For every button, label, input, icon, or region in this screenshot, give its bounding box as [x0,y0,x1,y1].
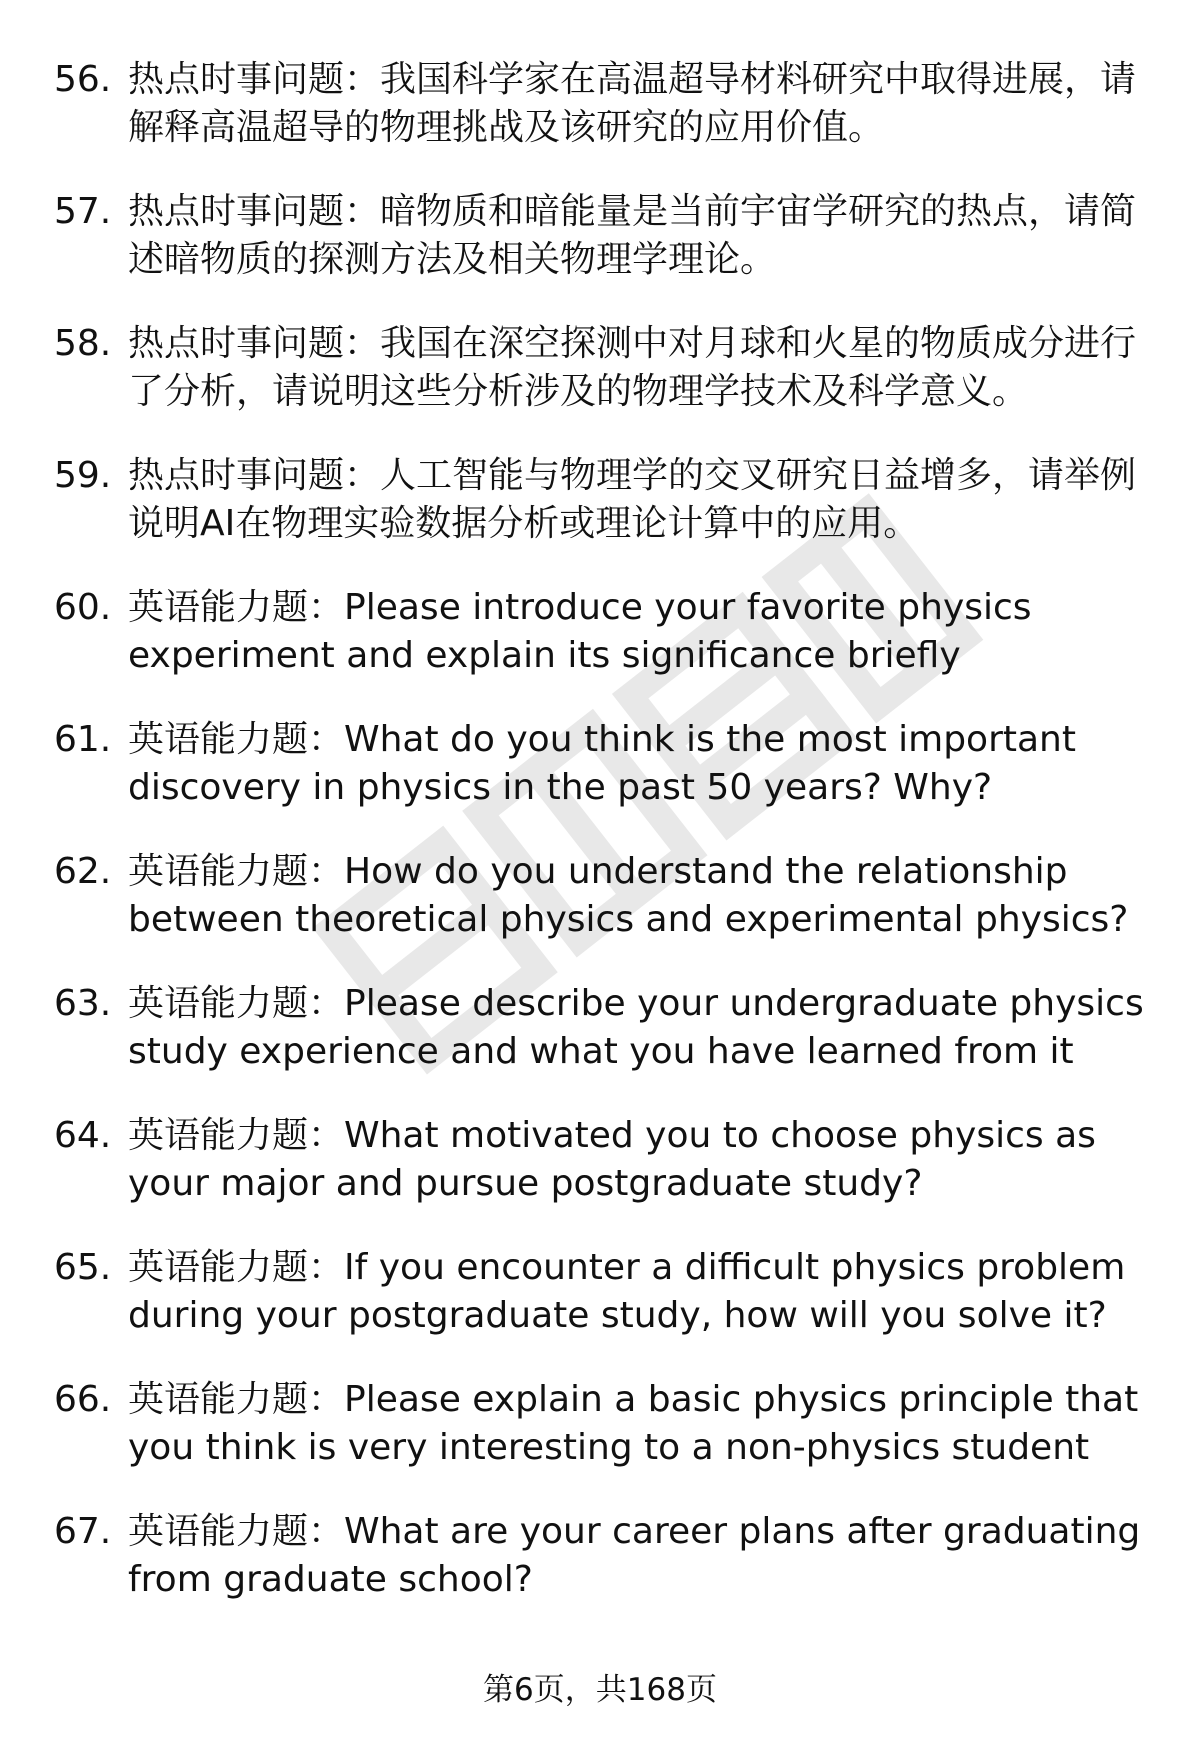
question-number: 65. [54,1247,112,1288]
question-item [0,584,1200,716]
question-list [0,56,1200,1640]
question-number: 64. [54,1115,112,1156]
question-number: 59. [54,455,112,496]
question-text [128,56,1158,152]
question-text [128,188,1158,284]
question-content: Please introduce your favorite physics experiment and explain its significance briefly [128,587,1032,676]
question-category: 英语能力题： [128,719,345,760]
question-text [128,1376,1158,1472]
question-category: 热点时事问题： [128,323,381,364]
question-content: What do you think is the most important discovery in physics in the past 50 years? Why? [128,719,1076,808]
question-content: 我国在深空探测中对月球和火星的物质成分进行了分析，请说明这些分析涉及的物理学技术及科学意义。 [128,323,1137,412]
question-item [0,188,1200,320]
question-content: What are your career plans after graduating from graduate school? [128,1511,1141,1600]
question-content: If you encounter a difficult physics problem during your postgraduate study, how will you solve it? [128,1247,1126,1336]
question-category: 英语能力题： [128,983,345,1024]
question-item [0,320,1200,452]
question-text [128,1244,1158,1340]
question-item [0,1112,1200,1244]
question-category: 热点时事问题： [128,191,381,232]
question-number: 62. [54,851,112,892]
question-text [128,1112,1158,1208]
question-text [128,980,1158,1076]
question-content: 我国科学家在高温超导材料研究中取得进展，请解释高温超导的物理挑战及该研究的应用价值。 [128,59,1137,148]
question-content: What motivated you to choose physics as your major and pursue postgraduate study? [128,1115,1096,1204]
question-number: 61. [54,719,112,760]
question-number: 63. [54,983,112,1024]
question-number: 60. [54,587,112,628]
question-category: 英语能力题： [128,1115,345,1156]
question-text [128,716,1158,812]
question-number: 58. [54,323,112,364]
question-item [0,452,1200,584]
question-content: 暗物质和暗能量是当前宇宙学研究的热点，请简述暗物质的探测方法及相关物理学理论。 [128,191,1137,280]
question-category: 英语能力题： [128,1379,345,1420]
question-content: How do you understand the relationship between theoretical physics and experimental physics? [128,851,1129,940]
question-item [0,1244,1200,1376]
question-item [0,1508,1200,1640]
question-text [128,848,1158,944]
question-content: 人工智能与物理学的交叉研究日益增多，请举例说明AI在物理实验数据分析或理论计算中的应用。 [128,455,1137,544]
question-text [128,584,1158,680]
question-content: Please describe your undergraduate physics study experience and what you have learned from it [128,983,1144,1072]
question-item [0,716,1200,848]
question-item [0,848,1200,980]
question-item [0,56,1200,188]
question-category: 英语能力题： [128,587,345,628]
question-number: 67. [54,1511,112,1552]
question-item [0,980,1200,1112]
question-text [128,320,1158,416]
question-category: 英语能力题： [128,1247,345,1288]
question-item [0,1376,1200,1508]
question-category: 热点时事问题： [128,455,381,496]
question-content: Please explain a basic physics principle that you think is very interesting to a non-physics student [128,1379,1139,1468]
question-text [128,452,1158,548]
question-number: 66. [54,1379,112,1420]
question-category: 英语能力题： [128,851,345,892]
page-number: 第6页，共168页 [483,1672,717,1708]
question-category: 英语能力题： [128,1511,345,1552]
question-number: 57. [54,191,112,232]
question-category: 热点时事问题： [128,59,381,100]
question-number: 56. [54,59,112,100]
question-text [128,1508,1158,1604]
